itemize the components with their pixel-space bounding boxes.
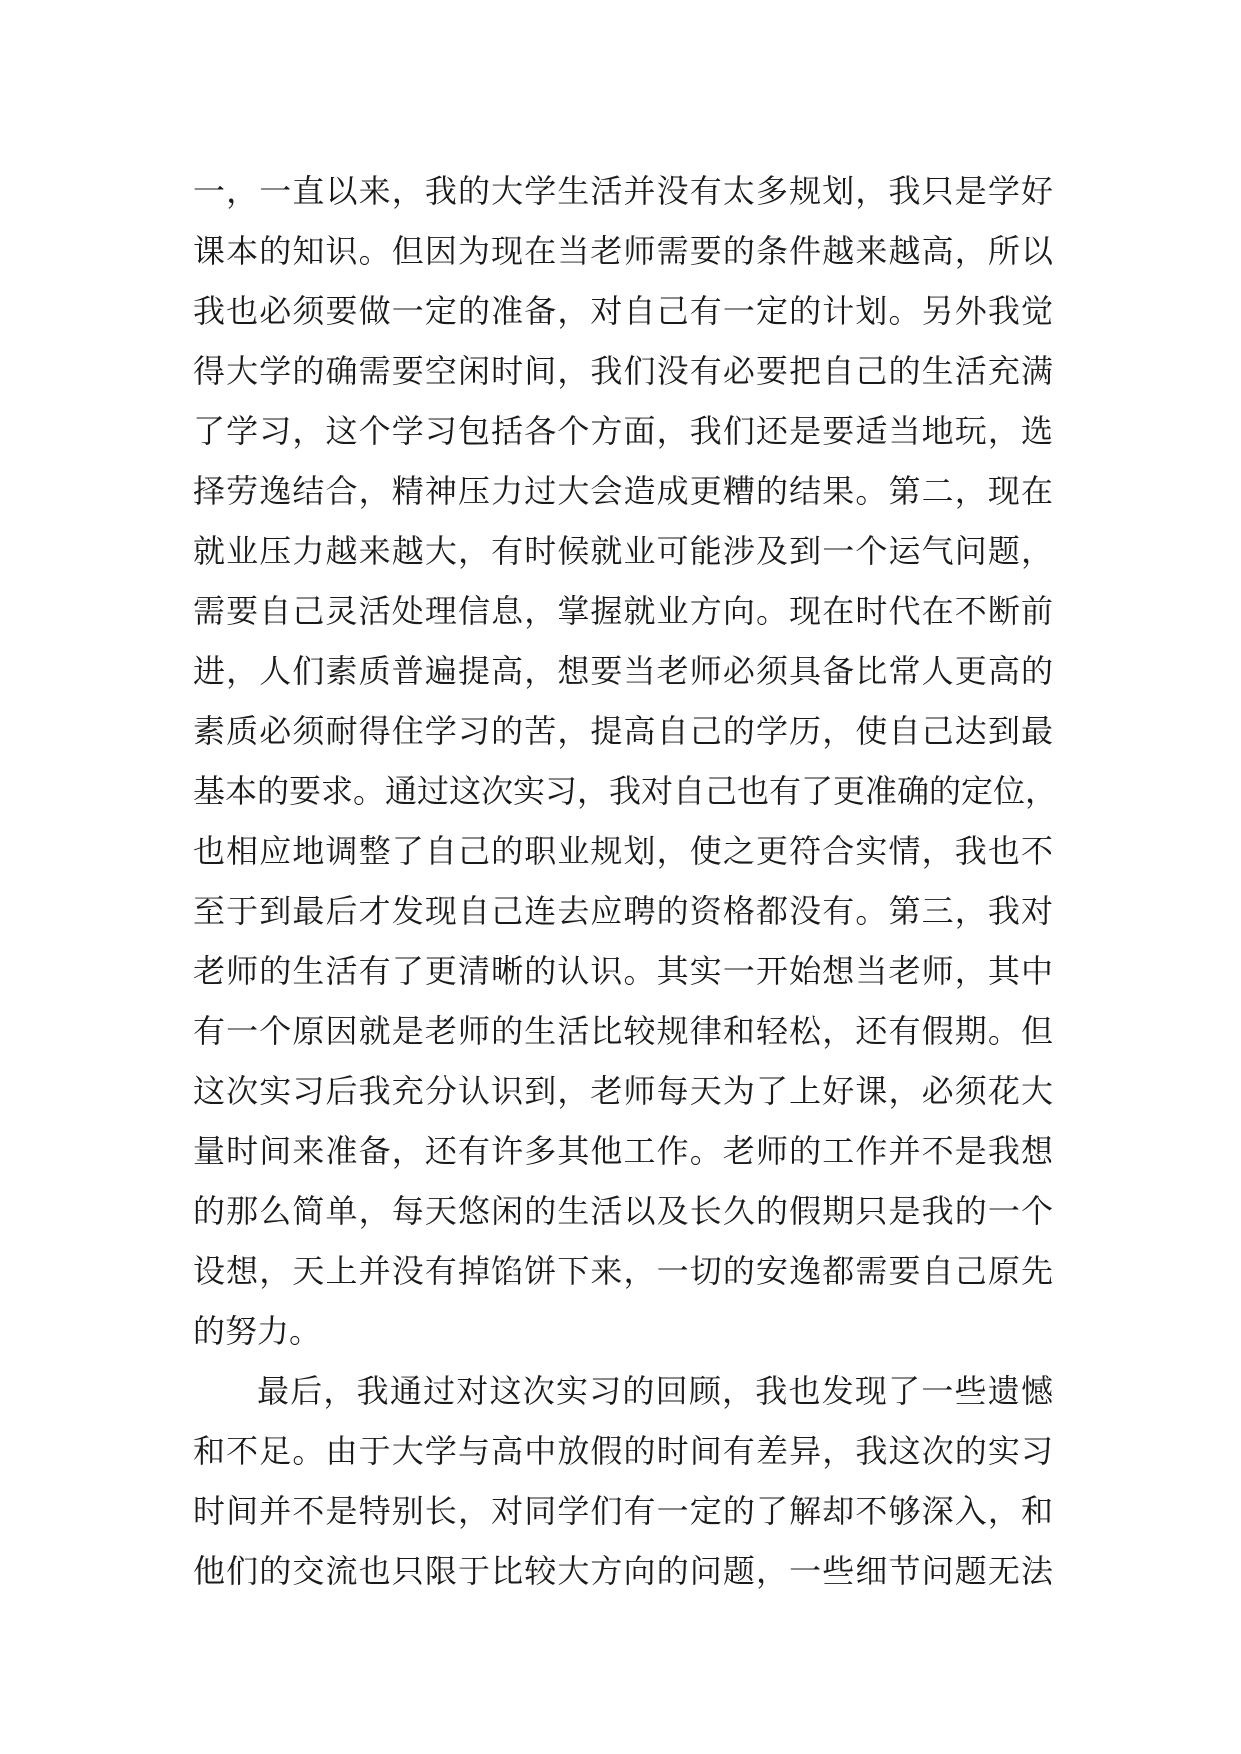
text-line: 有一个原因就是老师的生活比较规律和轻松，还有假期。但 (193, 1012, 1053, 1050)
text-line: 择劳逸结合，精神压力过大会造成更糟的结果。第二，现在 (193, 472, 1053, 510)
text-line: 了学习，这个学习包括各个方面，我们还是要适当地玩，选 (193, 412, 1053, 450)
text-line: 和不足。由于大学与高中放假的时间有差异，我这次的实习 (193, 1432, 1053, 1470)
text-line: 这次实习后我充分认识到，老师每天为了上好课，必须花大 (193, 1072, 1053, 1110)
body-text (193, 161, 1058, 1601)
text-line: 他们的交流也只限于比较大方向的问题，一些细节问题无法 (193, 1552, 1053, 1590)
paragraph-2 (193, 1361, 1053, 1601)
text-line: 我也必须要做一定的准备，对自己有一定的计划。另外我觉 (193, 292, 1053, 330)
text-line: 时间并不是特别长，对同学们有一定的了解却不够深入，和 (193, 1492, 1053, 1530)
text-line: 也相应地调整了自己的职业规划，使之更符合实情，我也不 (193, 832, 1053, 870)
text-line: 设想，天上并没有掉馅饼下来，一切的安逸都需要自己原先 (193, 1252, 1053, 1290)
text-line: 的那么简单，每天悠闲的生活以及长久的假期只是我的一个 (193, 1192, 1053, 1230)
text-line: 至于到最后才发现自己连去应聘的资格都没有。第三，我对 (193, 892, 1053, 930)
text-line: 老师的生活有了更清晰的认识。其实一开始想当老师，其中 (193, 952, 1053, 990)
text-line: 量时间来准备，还有许多其他工作。老师的工作并不是我想 (193, 1132, 1053, 1170)
text-line: 的努力。 (193, 1312, 322, 1350)
text-line: 进，人们素质普遍提高，想要当老师必须具备比常人更高的 (193, 652, 1053, 690)
text-line: 基本的要求。通过这次实习，我对自己也有了更准确的定位， (193, 772, 1058, 810)
text-line: 一，一直以来，我的大学生活并没有太多规划，我只是学好 (193, 172, 1053, 210)
text-line: 课本的知识。但因为现在当老师需要的条件越来越高，所以 (193, 232, 1053, 270)
text-line: 需要自己灵活处理信息，掌握就业方向。现在时代在不断前 (193, 592, 1053, 630)
text-line: 素质必须耐得住学习的苦，提高自己的学历，使自己达到最 (193, 712, 1053, 750)
paragraph-1 (193, 161, 1058, 1361)
text-line: 得大学的确需要空闲时间，我们没有必要把自己的生活充满 (193, 352, 1053, 390)
text-line: 最后，我通过对这次实习的回顾，我也发现了一些遗憾 (257, 1372, 1053, 1410)
text-line: 就业压力越来越大，有时候就业可能涉及到一个运气问题， (193, 532, 1053, 570)
